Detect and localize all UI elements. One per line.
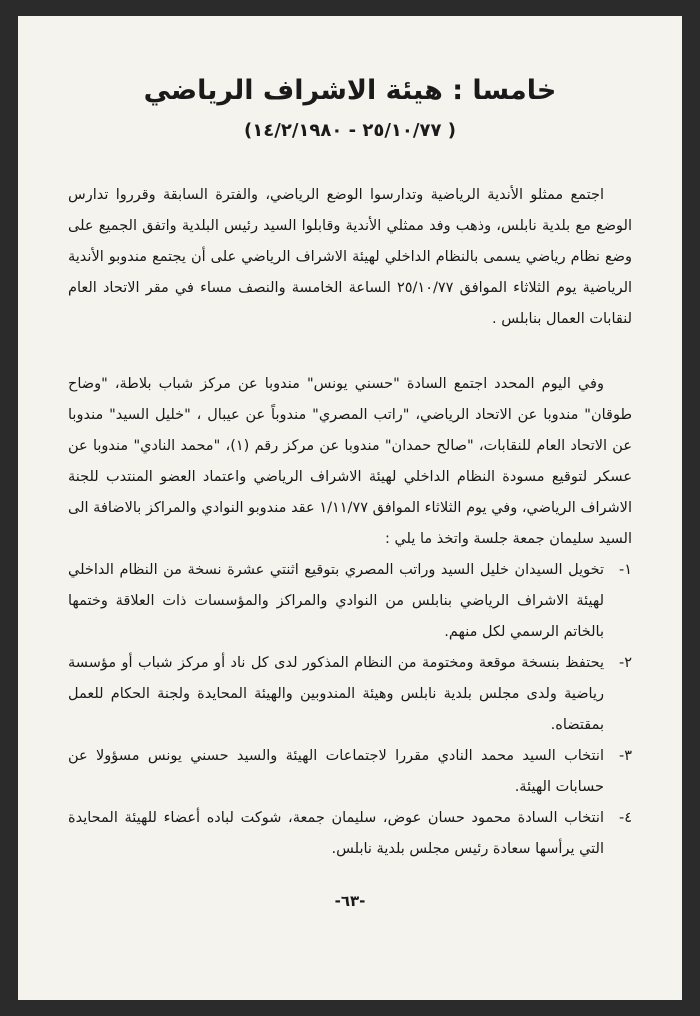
item-number: ٢- — [618, 655, 632, 671]
page-number: -٦٣- — [334, 892, 366, 910]
item-text: يحتفظ بنسخة موقعة ومختومة من النظام المذكور لدى كل ناد أو مركز شباب أو مؤسسة رياضية ولدى مجلس بلدية نابلس وهيئة المندوبين والهيئة المحايدة ولجنة الحكام للعمل بمقتضاه. — [68, 655, 604, 733]
decisions-list — [68, 555, 632, 865]
intro-paragraph: اجتمع ممثلو الأندية الرياضية وتدارسوا الوضع الرياضي، والفترة السابقة وقرروا تدارس الوضع مع بلدية نابلس، وذهب وفد ممثلي الأندية وقابلوا السيد رئيس البلدية واتفق الجميع على وضع نظام رياضي يسمى بالنظام الداخلي لهيئة الاشراف الرياضي على أن يجتمع مندوبو الأندية الرياضية يوم الثلاثاء الموافق ٢٥/١٠/٧٧ الساعة الخامسة والنصف مساء في مقر الاتحاد العام لنقابات العمال بنابلس . — [68, 187, 633, 327]
item-number: ٣- — [618, 748, 632, 764]
document-page — [18, 16, 682, 1000]
list-item — [68, 648, 632, 741]
list-item — [68, 555, 632, 648]
item-text: انتخاب السادة محمود حسان عوض، سليمان جمعة، شوكت لباده أعضاء للهيئة المحايدة التي يرأسها سعادة رئيس مجلس بلدية نابلس. — [68, 810, 604, 857]
list-item — [68, 803, 632, 865]
meeting-paragraph: وفي اليوم المحدد اجتمع السادة "حسني يونس" مندوبا عن مركز شباب بلاطة، "وضاح طوقان" مندوبا عن الاتحاد الرياضي، "راتب المصري" مندوباً عن عيبال ، "خليل السيد" مندوبا عن الاتحاد العام للنقابات، "صالح حمدان" مندوبا عن مركز رقم (١)، "محمد النادي" مندوبا عن عسكر لتوقيع مسودة النظام الداخلي لهيئة الاشراف الرياضي واعتماد العضو المنتدب للجنة الاشراف الرياضي، وفي يوم الثلاثاء الموافق ١/١١/٧٧ عقد مندوبو النوادي والمراكز بالاضافة الى السيد سليمان جمعة جلسة واتخذ ما يلي : — [68, 376, 632, 547]
page-title: خامسا : هيئة الاشراف الرياضي — [143, 75, 557, 106]
item-text: انتخاب السيد محمد النادي مقررا لاجتماعات الهيئة والسيد حسني يونس مسؤولا عن حسابات الهيئة. — [68, 748, 604, 795]
list-item — [68, 741, 632, 803]
date-range: ( ٢٥/١٠/٧٧ - ١٤/٢/١٩٨٠) — [244, 120, 456, 141]
item-number: ٤- — [618, 810, 632, 826]
item-number: ١- — [618, 562, 632, 578]
item-text: تخويل السيدان خليل السيد وراتب المصري بتوقيع اثنتي عشرة نسخة من النظام الداخلي لهيئة الاشراف الرياضي بنابلس من النوادي والمراكز والمؤسسات ذات العلاقة وختمها بالخاتم الرسمي لكل منهم. — [68, 562, 604, 640]
